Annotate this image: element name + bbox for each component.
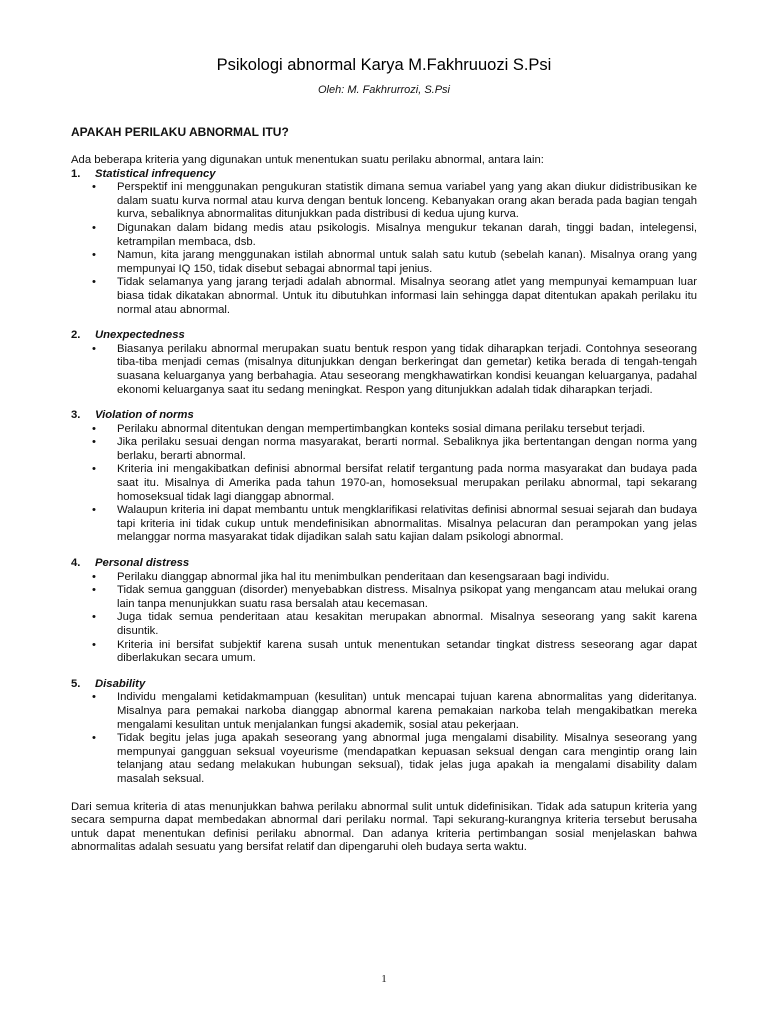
section-title-text: Personal distress [95, 557, 190, 570]
document-author: Oleh: M. Fakhrurrozi, S.Psi [317, 84, 451, 96]
criteria-section-3 [71, 409, 697, 545]
bullet-item: • Tidak begitu jelas juga apakah seseorang yang abnormal juga mengalami disability. Misalnya seseorang yang mempunyai gangguan seksual voyeurisme (mendapatkan kepuasan seksual dengan cara mengintip orang lain telanjang atau sedang melakukan hubungan seksual), tidak jelas juga apakah ia mengalami disability dalam masalah seksual. [71, 732, 697, 786]
section-number: 2. [71, 329, 81, 342]
section-title [71, 678, 697, 692]
bullet-list [71, 571, 697, 666]
bullet-item: • Jika perilaku sesuai dengan norma masyarakat, berarti normal. Sebaliknya jika bertentangan dengan norma yang berlaku, berarti abnormal. [71, 436, 697, 463]
section-title [71, 329, 697, 343]
section-title-text: Statistical infrequency [95, 167, 216, 180]
bullet-item: • Tidak semua gangguan (disorder) menyebabkan distress. Misalnya psikopat yang mengancam atau melukai orang lain tanpa menunjukkan suatu rasa bersalah atau kecemasan. [71, 584, 697, 611]
document-body [71, 154, 697, 855]
bullet-item: • Juga tidak semua penderitaan atau kesakitan merupakan abnormal. Misalnya seseorang yang sakit karena disuntik. [71, 611, 697, 638]
section-number: 3. [71, 409, 81, 422]
bullet-item: • Tidak selamanya yang jarang terjadi adalah abnormal. Misalnya seorang atlet yang mempunyai kemampuan luar biasa tidak dikatakan abnormal. Untuk itu dibutuhkan informasi lain sehingga dapat ditentukan apakah perilaku itu normal atau abnormal. [71, 276, 697, 317]
bullet-item: • Kriteria ini bersifat subjektif karena susah untuk menentukan setandar tingkat distress seseorang agar dapat diberlakukan secara umum. [71, 639, 697, 666]
criteria-section-2 [71, 329, 697, 397]
section-number: 4. [71, 557, 81, 570]
section-title-text: Disability [95, 677, 146, 690]
bullet-list [71, 343, 697, 397]
page-number: 1 [381, 973, 387, 985]
bullet-item: • Kriteria ini mengakibatkan definisi abnormal bersifat relatif tergantung pada norma masyarakat dan budaya pada saat itu. Misalnya di Amerika pada tahun 1970-an, homoseksual merupakan perilaku abnormal, tapi sekarang homoseksual tidak lagi dianggap abnormal. [71, 463, 697, 504]
bullet-list [71, 181, 697, 317]
section-title [71, 409, 697, 423]
bullet-item: • Perilaku dianggap abnormal jika hal itu menimbulkan penderitaan dan kesengsaraan bagi individu. [71, 571, 697, 585]
section-heading: APAKAH PERILAKU ABNORMAL ITU? [71, 125, 289, 139]
bullet-item: • Namun, kita jarang menggunakan istilah abnormal untuk salah satu kutub (sebelah kanan). Misalnya orang yang mempunyai IQ 150, tidak disebut sebagai abnormal tapi jenius. [71, 249, 697, 276]
section-title-text: Unexpectedness [95, 329, 185, 342]
criteria-section-4 [71, 557, 697, 666]
bullet-item: • Perspektif ini menggunakan pengukuran statistik dimana semua variabel yang yang akan diukur didistribusikan ke dalam suatu kurva normal atau kurva dengan bentuk lonceng. Kebanyakan orang akan berada pada bagian tengah kurva, sebaliknya abnormalitas ditunjukkan pada distribusi di kedua ujung kurva. [71, 181, 697, 222]
bullet-item: • Individu mengalami ketidakmampuan (kesulitan) untuk mencapai tujuan karena abnormalitas yang dideritanya. Misalnya para pemakai narkoba dianggap abnormal karena pemakaian narkoba telah mengakibatkan mereka mengalami kesulitan untuk menjalankan fungsi akademik, sosial atau pekerjaan. [71, 691, 697, 732]
intro-paragraph: Ada beberapa kriteria yang digunakan untuk menentukan suatu perilaku abnormal, antara lain: [71, 154, 544, 166]
section-title [71, 168, 697, 182]
bullet-item: • Biasanya perilaku abnormal merupakan suatu bentuk respon yang tidak diharapkan terjadi. Contohnya seseorang tiba-tiba menjadi cemas (misalnya ditunjukkan dengan berkeringat dan gemetar) ketika berada di tengah-tengah suasana keluarganya yang berbahagia. Atau seseorang mengkhawatirkan kondisi keuangan keluarganya, padahal ekonomi keluarganya saat itu sedang meningkat. Respon yang ditunjukkan adalah tidak diharapkan terjadi. [71, 343, 697, 397]
conclusion-paragraph: Dari semua kriteria di atas menunjukkan bahwa perilaku abnormal sulit untuk didefinisikan. Tidak ada satupun kriteria yang secara sempurna dapat membedakan abnormal dari perilaku normal. Tapi sekurang-kurangnya kriteria tersebut berusaha untuk dapat menentukan definisi perilaku abnormal. Dan adanya kriteria pertimbangan sosial menjelaskan bahwa abnormalitas adalah sesuatu yang bersifat relatif dan dipengaruhi oleh budaya serta waktu. [71, 800, 697, 854]
document-title: Psikologi abnormal Karya M.Fakhruuozi S.Psi [216, 56, 552, 74]
section-title-text: Violation of norms [95, 409, 194, 422]
bullet-list [71, 691, 697, 786]
criteria-section-1 [71, 168, 697, 318]
bullet-item: • Walaupun kriteria ini dapat membantu untuk mengklarifikasi relativitas definisi abnormal sesuai sejarah dan budaya tapi kriteria ini tidak cukup untuk mendefinisikan abnormalitas. Misalnya pelacuran dan perampokan yang jelas melanggar norma masyarakat tidak dijadikan salah satu kajian dalam psikologi abnormal. [71, 504, 697, 545]
section-number: 5. [71, 677, 81, 690]
bullet-item: • Digunakan dalam bidang medis atau psikologis. Misalnya mengukur tekanan darah, tinggi badan, intelegensi, ketrampilan membaca, dsb. [71, 222, 697, 249]
bullet-item: • Perilaku abnormal ditentukan dengan mempertimbangkan konteks sosial dimana perilaku tersebut terjadi. [71, 423, 697, 437]
section-title [71, 557, 697, 571]
bullet-list [71, 423, 697, 545]
criteria-section-5 [71, 678, 697, 787]
section-number: 1. [71, 167, 81, 180]
